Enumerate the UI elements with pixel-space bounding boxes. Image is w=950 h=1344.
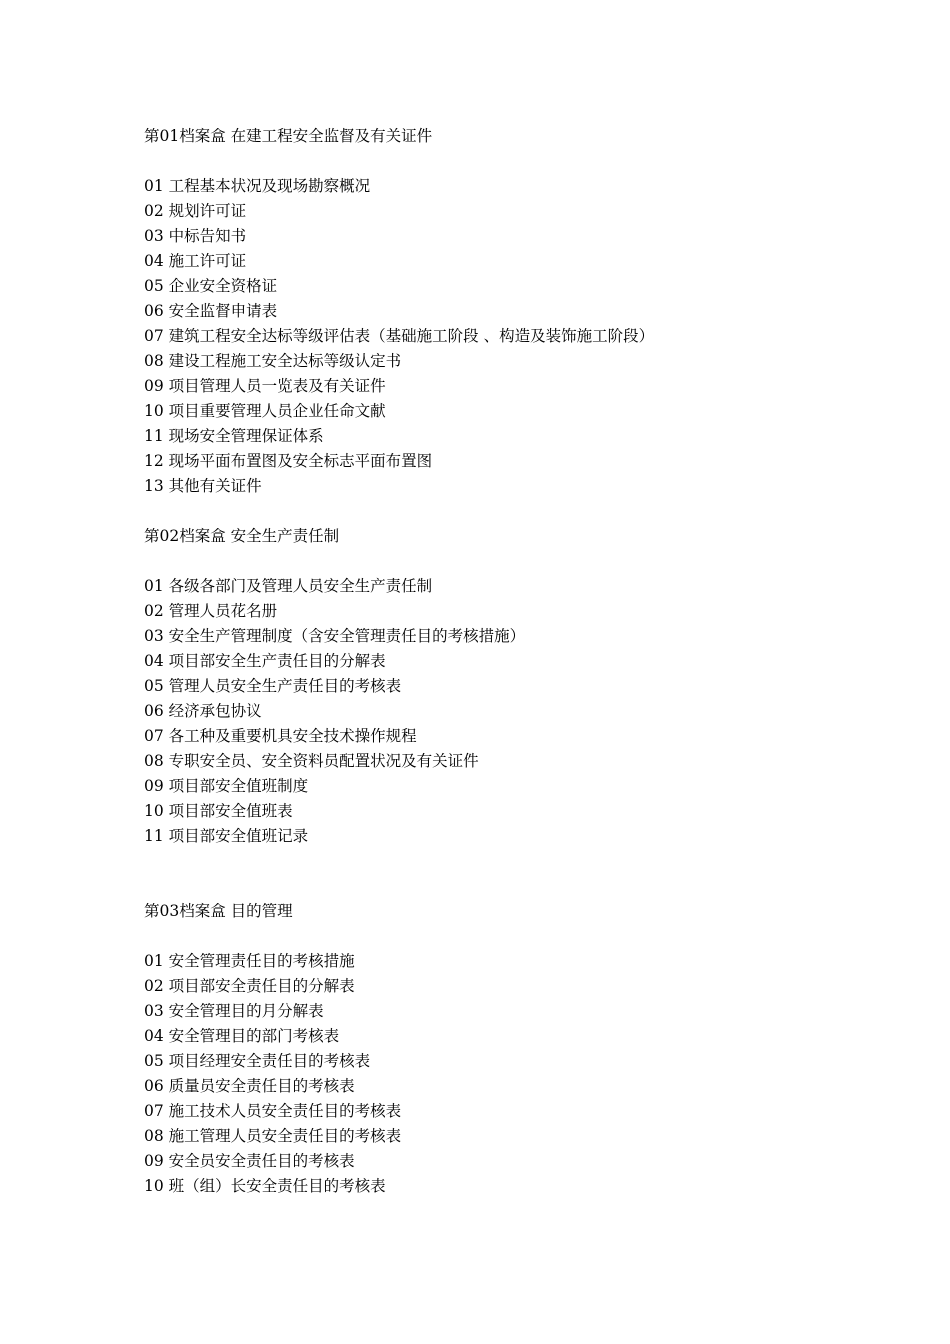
list-item: 02 管理人员花名册 bbox=[144, 602, 278, 620]
list-item: 02 项目部安全责任目的分解表 bbox=[144, 977, 355, 995]
list-item: 09 项目部安全值班制度 bbox=[144, 777, 309, 795]
list-item: 06 经济承包协议 bbox=[144, 702, 262, 720]
list-item: 04 安全管理目的部门考核表 bbox=[144, 1027, 340, 1045]
list-item: 06 质量员安全责任目的考核表 bbox=[144, 1077, 355, 1095]
list-item: 13 其他有关证件 bbox=[144, 477, 262, 495]
list-item: 11 现场安全管理保证体系 bbox=[144, 427, 324, 445]
list-item: 07 各工种及重要机具安全技术操作规程 bbox=[144, 727, 417, 745]
list-item: 02 规划许可证 bbox=[144, 202, 247, 220]
document-content bbox=[144, 124, 844, 1199]
list-item: 04 项目部安全生产责任目的分解表 bbox=[144, 652, 386, 670]
list-item: 11 项目部安全值班记录 bbox=[144, 827, 309, 845]
list-item: 12 现场平面布置图及安全标志平面布置图 bbox=[144, 452, 433, 470]
section-title-box-02: 第02档案盒 安全生产责任制 bbox=[144, 527, 340, 545]
list-item: 08 建设工程施工安全达标等级认定书 bbox=[144, 352, 402, 370]
list-item: 09 项目管理人员一览表及有关证件 bbox=[144, 377, 386, 395]
list-item: 03 安全生产管理制度（含安全管理责任目的考核措施） bbox=[144, 627, 526, 645]
list-item: 07 施工技术人员安全责任目的考核表 bbox=[144, 1102, 402, 1120]
list-item: 01 安全管理责任目的考核措施 bbox=[144, 952, 355, 970]
list-item: 05 企业安全资格证 bbox=[144, 277, 278, 295]
list-item: 07 建筑工程安全达标等级评估表（基础施工阶段 、构造及装饰施工阶段） bbox=[144, 327, 655, 345]
list-item: 05 管理人员安全生产责任目的考核表 bbox=[144, 677, 402, 695]
spacer bbox=[144, 849, 844, 899]
list-item: 01 工程基本状况及现场勘察概况 bbox=[144, 177, 371, 195]
list-item: 06 安全监督申请表 bbox=[144, 302, 278, 320]
list-item: 05 项目经理安全责任目的考核表 bbox=[144, 1052, 371, 1070]
list-item: 08 专职安全员、安全资料员配置状况及有关证件 bbox=[144, 752, 479, 770]
list-item: 10 班（组）长安全责任目的考核表 bbox=[144, 1177, 386, 1195]
list-item: 03 安全管理目的月分解表 bbox=[144, 1002, 324, 1020]
list-item: 01 各级各部门及管理人员安全生产责任制 bbox=[144, 577, 433, 595]
list-item: 08 施工管理人员安全责任目的考核表 bbox=[144, 1127, 402, 1145]
spacer bbox=[144, 149, 844, 174]
section-title-box-01: 第01档案盒 在建工程安全监督及有关证件 bbox=[144, 127, 433, 145]
list-item: 09 安全员安全责任目的考核表 bbox=[144, 1152, 355, 1170]
list-item: 03 中标告知书 bbox=[144, 227, 247, 245]
list-item: 10 项目重要管理人员企业任命文献 bbox=[144, 402, 386, 420]
spacer bbox=[144, 499, 844, 524]
list-item: 10 项目部安全值班表 bbox=[144, 802, 293, 820]
section-title-box-03: 第03档案盒 目的管理 bbox=[144, 902, 293, 920]
spacer bbox=[144, 924, 844, 949]
spacer bbox=[144, 549, 844, 574]
list-item: 04 施工许可证 bbox=[144, 252, 247, 270]
